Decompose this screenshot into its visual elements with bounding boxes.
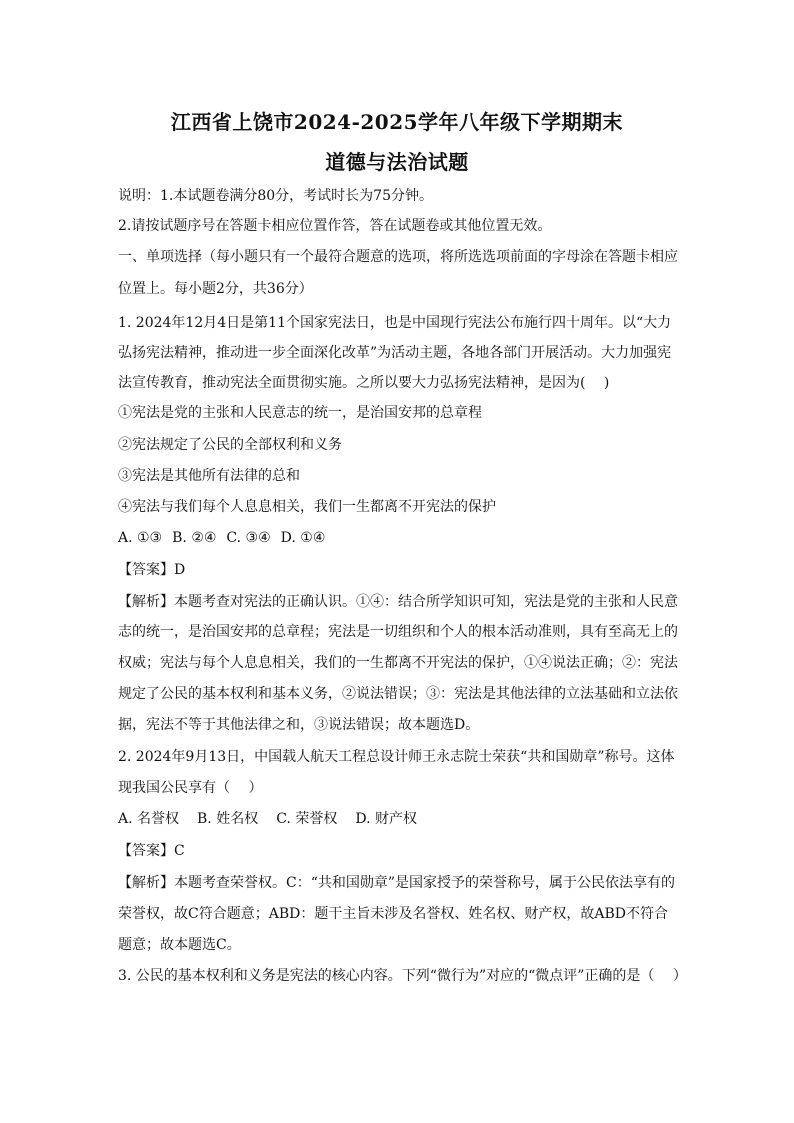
q2-analysis-line: 荣誉权，故C符合题意；ABD：题干主旨未涉及名誉权、姓名权、财产权，故ABD不符合	[118, 906, 668, 922]
exam-title: 江西省上饶市2024-2025学年八年级下学期期末	[170, 110, 624, 134]
q1-stem-line: 法宣传教育，推动宪法全面贯彻实施。之所以要大力弘扬宪法精神，是因为( )	[118, 375, 610, 391]
q1-options	[118, 528, 335, 548]
q1-option-d: D. ①④	[280, 530, 326, 546]
q1-statement: ②宪法规定了公民的全部权利和义务	[118, 437, 342, 453]
q1-option-a: A. ①③	[118, 530, 163, 546]
instruction-line: 说明：1.本试题卷满分80分，考试时长为75分钟。	[118, 188, 433, 204]
q2-option-b: B. 姓名权	[197, 811, 259, 827]
instruction-line: 2.请按试题序号在答题卡相应位置作答，答在试题卷或其他位置无效。	[118, 218, 552, 234]
section-heading: 一、单项选择（每小题只有一个最符合题意的选项，将所选选项前面的字母涂在答题卡相应	[118, 249, 678, 265]
q1-analysis-line: 权威；宪法与每个人息息相关，我们的一生都离不开宪法的保护，①④说法正确；②：宪法	[118, 655, 678, 671]
q1-analysis-line: 规定了公民的基本权利和基本义务，②说法错误；③：宪法是其他法律的立法基础和立法依	[118, 686, 678, 702]
q1-analysis-line: 据，宪法不等于其他法律之和，③说法错误；故本题选D。	[118, 717, 480, 733]
q1-option-b: B. ②④	[172, 530, 217, 546]
q3-stem-line: 3. 公民的基本权利和义务是宪法的核心内容。下列“微行为”对应的“微点评”正确的是（ ）	[118, 968, 687, 984]
q1-statement: ③宪法是其他所有法律的总和	[118, 468, 300, 484]
q2-option-c: C. 荣誉权	[276, 811, 338, 827]
q2-option-a: A. 名誉权	[118, 811, 180, 827]
q2-options	[118, 809, 435, 829]
q1-analysis-line: 志的统一，是治国安邦的总章程；宪法是一切组织和个人的根本活动准则，具有至高无上的	[118, 624, 678, 640]
q2-stem-line: 现我国公民享有（ ）	[118, 780, 263, 796]
q1-answer: 【答案】D	[118, 562, 186, 578]
q2-analysis-line: 题意；故本题选C。	[118, 937, 241, 953]
q2-analysis-line: 【解析】本题考查荣誉权。C：“共和国勋章”是国家授予的荣誉称号，属于公民依法享有的	[118, 875, 676, 891]
exam-subtitle: 道德与法治试题	[325, 150, 469, 174]
q1-option-c: C. ③④	[226, 530, 271, 546]
q2-answer: 【答案】C	[118, 843, 185, 859]
q1-stem-line: 1. 2024年12月4日是第11个国家宪法日，也是中国现行宪法公布施行四十周年。以“大力	[118, 315, 672, 331]
q1-statement: ①宪法是党的主张和人民意志的统一，是治国安邦的总章程	[118, 405, 482, 421]
q2-option-d: D. 财产权	[355, 811, 417, 827]
q1-stem-line: 弘扬宪法精神，推动进一步全面深化改革”为活动主题，各地各部门开展活动。大力加强宪	[118, 345, 672, 361]
q1-statement: ④宪法与我们每个人息息相关，我们一生都离不开宪法的保护	[118, 499, 496, 515]
q1-analysis-line: 【解析】本题考查对宪法的正确认识。①④：结合所学知识可知，宪法是党的主张和人民意	[118, 594, 678, 610]
section-heading: 位置上。每小题2分，共36分）	[118, 281, 313, 297]
q2-stem-line: 2. 2024年9月13日，中国载人航天工程总设计师王永志院士荣获“共和国勋章”称号。这体	[118, 749, 675, 765]
